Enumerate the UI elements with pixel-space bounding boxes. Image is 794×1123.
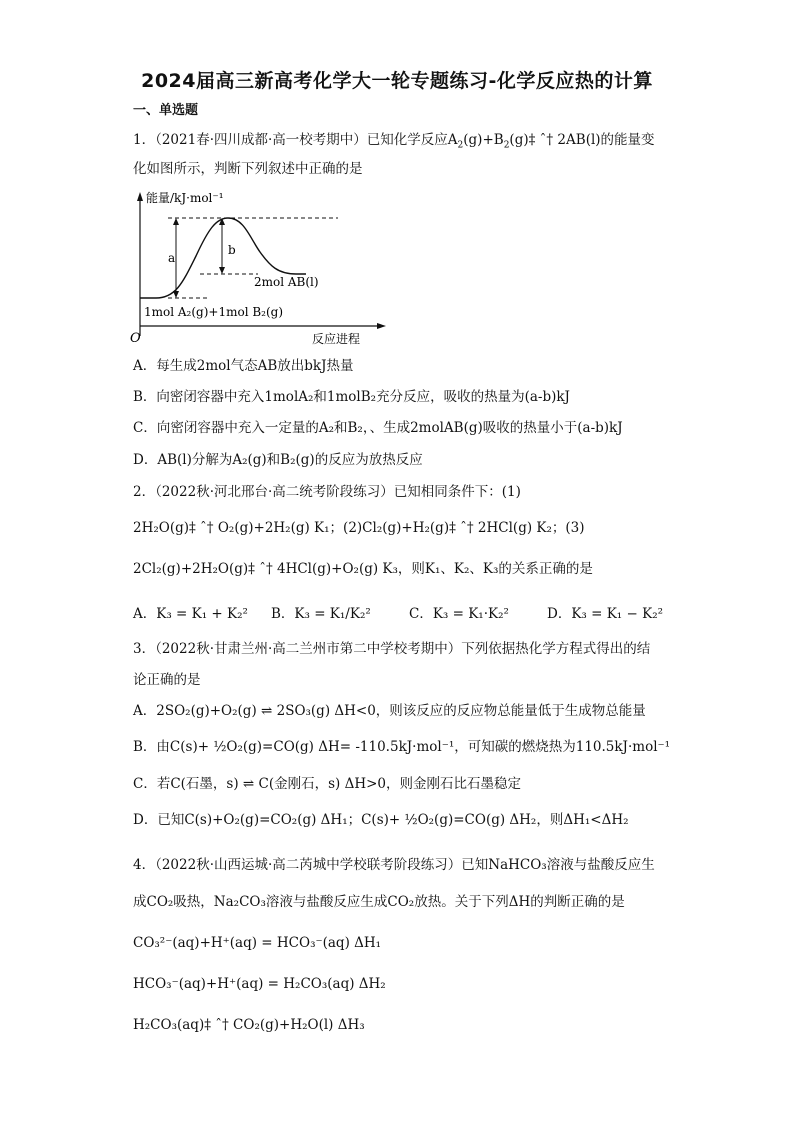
page-title: 2024届高三新高考化学大一轮专题练习-化学反应热的计算 bbox=[141, 70, 653, 92]
q1-stem-line2: 化如图所示，判断下列叙述中正确的是 bbox=[133, 161, 363, 177]
q1-stem-line1: 1．（2021春·四川成都·高一校考期中）已知化学反应$A_2(g)+B_2(g)\ddagger$ ˆ† 2AB(l)的能量变 bbox=[133, 132, 655, 151]
q2-stem-line1: 2．（2022秋·河北邢台·高二统考阶段练习）已知相同条件下：(1) bbox=[133, 484, 521, 500]
origin-label: O bbox=[130, 331, 141, 346]
q2-options bbox=[133, 602, 673, 622]
q2-option-b: B．K₃ = K₁/K₂² bbox=[271, 606, 371, 622]
label-b: b bbox=[228, 243, 236, 257]
y-axis-label: 能量/kJ·mol⁻¹ bbox=[146, 191, 224, 205]
q2-option-c: C．K₃ = K₁·K₂² bbox=[409, 606, 509, 622]
q3-option-b: B．由C(s)+ ½O₂(g)=CO(g) ΔH= -110.5kJ·mol⁻¹，可知碳的燃烧热为110.5kJ·mol⁻¹ bbox=[133, 739, 671, 755]
q1-option-b: B．向密闭容器中充入1molA₂和1molB₂充分反应，吸收的热量为(a-b)kJ bbox=[133, 389, 570, 405]
section-heading: 一、单选题 bbox=[133, 103, 199, 118]
q3-option-d: D．已知C(s)+O₂(g)=CO₂(g) ΔH₁；C(s)+ ½O₂(g)=CO(g) ΔH₂，则ΔH₁<ΔH₂ bbox=[133, 812, 629, 828]
q3-stem-line1: 3．（2022秋·甘肃兰州·高二兰州市第二中学校考期中）下列依据热化学方程式得出的结 bbox=[133, 641, 651, 657]
q4-stem-line1: 4．（2022秋·山西运城·高二芮城中学校联考阶段练习）已知NaHCO₃溶液与盐酸反应生 bbox=[133, 857, 655, 873]
q2-equation-line3: 2Cl₂(g)+2H₂O(g)‡ ˆ† 4HCl(g)+O₂(g) K₃，则K₁、K₂、K₃的关系正确的是 bbox=[133, 561, 593, 577]
q2-option-a: A．K₃ = K₁ + K₂² bbox=[133, 606, 248, 622]
label-a: a bbox=[168, 251, 176, 265]
q4-equation-3: H₂CO₃(aq)‡ ˆ† CO₂(g)+H₂O(l) ΔH₃ bbox=[133, 1017, 365, 1033]
q2-option-d: D．K₃ = K₁ − K₂² bbox=[547, 606, 664, 622]
q4-equation-2: HCO₃⁻(aq)+H⁺(aq) = H₂CO₃(aq) ΔH₂ bbox=[133, 976, 386, 992]
q3-option-a: A．2SO₂(g)+O₂(g) ⇌ 2SO₃(g) ΔH<0，则该反应的反应物总能量低于生成物总能量 bbox=[133, 703, 646, 719]
energy-diagram bbox=[128, 186, 388, 346]
q1-option-d: D．AB(l)分解为A₂(g)和B₂(g)的反应为放热反应 bbox=[133, 452, 423, 468]
q3-option-c: C．若C(石墨，s) ⇌ C(金刚石，s) ΔH>0，则金刚石比石墨稳定 bbox=[133, 776, 522, 792]
q3-stem-line2: 论正确的是 bbox=[133, 672, 201, 688]
q4-equation-1: CO₃²⁻(aq)+H⁺(aq) = HCO₃⁻(aq) ΔH₁ bbox=[133, 935, 382, 951]
products-label: 2mol AB(l) bbox=[254, 275, 319, 289]
q2-equation-line2: 2H₂O(g)‡ ˆ† O₂(g)+2H₂(g) K₁；(2)Cl₂(g)+H₂(g)‡ ˆ† 2HCl(g) K₂；(3) bbox=[133, 520, 585, 536]
q1-option-c: C．向密闭容器中充入一定量的A₂和B₂，、生成2molAB(g)吸收的热量小于(a-b)kJ bbox=[133, 420, 623, 436]
q4-stem-line2: 成CO₂吸热，Na₂CO₃溶液与盐酸反应生成CO₂放热。关于下列ΔH的判断正确的是 bbox=[133, 894, 625, 910]
x-axis-label: 反应进程 bbox=[312, 332, 361, 346]
reactants-label: 1mol A₂(g)+1mol B₂(g) bbox=[144, 305, 284, 319]
q1-option-a: A．每生成2mol气态AB放出bkJ热量 bbox=[133, 358, 354, 374]
